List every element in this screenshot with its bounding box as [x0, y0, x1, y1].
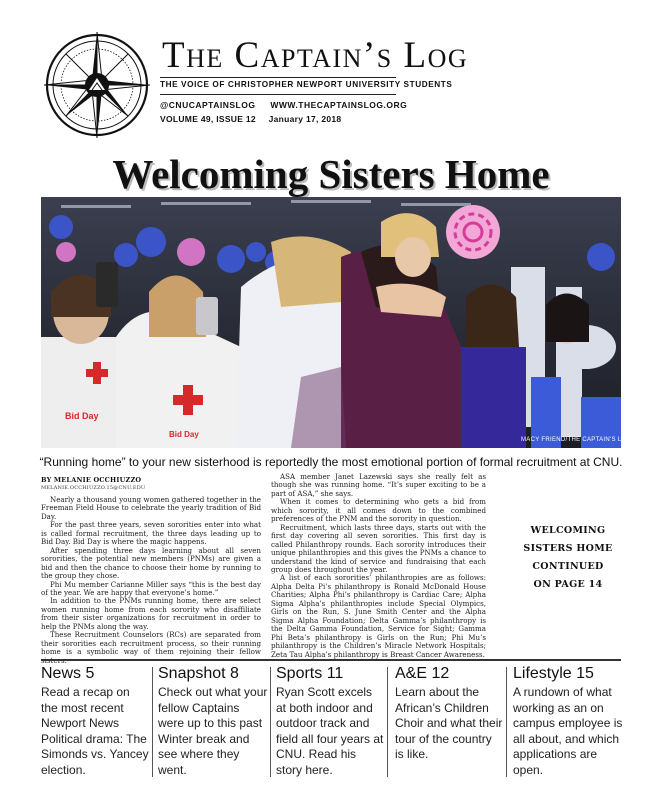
twitter-handle[interactable]: @CNUCAPTAINSLOG [160, 100, 256, 110]
teaser-title: Sports 11 [276, 665, 344, 682]
teaser-divider [152, 667, 153, 777]
teaser-title: Snapshot 8 [158, 665, 239, 682]
teaser-lifestyle[interactable] [513, 665, 625, 778]
headline: Welcoming Sisters Home [112, 151, 550, 197]
article-column-1 [41, 496, 261, 665]
teaser-text: Read a recap on the most recent Newport News Political drama: The Simonds vs. Yancey election. [41, 685, 149, 777]
teaser-text: Learn about the African’s Children Choir and what their tour of the country is like. [395, 685, 503, 761]
masthead-rule [160, 94, 396, 95]
masthead-rule [160, 77, 396, 78]
teaser-divider [506, 667, 507, 777]
shirt-text-left: Bid Day [65, 411, 99, 421]
article-paragraph: These Recruitment Counselors (RCs) are separated from their sororities each recruitment process, so their running home is a symbolic way of them rejoining their fellow [41, 630, 261, 657]
teaser-title: A&E 12 [395, 665, 450, 682]
teaser-text: Ryan Scott excels at both indoor and outdoor track and field all four years at CNU. Read his story here. [276, 685, 384, 777]
article-paragraph: Recruitment, which lasts three days, starts out with the first day covering all seven sororities. This first day is called Philanthropy rounds. Each sorority introduces their unique philanthropies and this gives the PNMs a chance to understand the kind of service and fundraising that each group does throughout the year. [271, 522, 486, 574]
author-email[interactable]: MELANIE.OCCHIUZZO.15@CNU.EDU [41, 485, 146, 491]
article-paragraph: When it comes to determining who gets a bid from which sorority, it all comes down to the combined preferences of the PNM and the sorority in question. [271, 497, 486, 524]
continued-line: WELCOMING [530, 525, 606, 536]
teaser-text: Check out what your fellow Captains were up to this past Winter break and see where they went. [158, 685, 268, 777]
photo-caption: “Running home” to your new sisterhood is reportedly the most emotional portion of formal recruitment at CNU. [39, 455, 623, 469]
teaser-sports[interactable] [276, 665, 384, 778]
article-paragraph: A list of each sororities’ philanthropies are as follows: Alpha Delta Pi’s philanthropy is Ronald McDonald House Charities; Alpha Phi’s philanthropy is Cardiac Care; Alpha Sigma Alpha’s philanthropies include Special Olympics, Girls on the Run, S. June Smith Center and the Alpha Sigma Alpha Foundation; Delta Gamma’s philanthropy is the Delta Gamma Foundation, Service for Sight; Gamma Phi Beta’s philanthropy is Girls on the Run; Phi Mu’s philanthropy is the Children’s Miracle Network Hospitals; Zeta Tau Alpha’s philanthropy is Breast Cancer Awareness. [271, 573, 486, 659]
issue-date: January 17, 2018 [268, 114, 342, 124]
teaser-rule [41, 659, 621, 661]
teaser-title: News 5 [41, 665, 95, 682]
compass-logo [42, 30, 152, 140]
teaser-title: Lifestyle 15 [513, 665, 594, 682]
article-paragraph: For the past three years, seven sororities enter into what is called formal recruitment, the three days leading up to Bid Day. Bid Day is where the magic happens. [41, 520, 261, 547]
masthead-tagline: THE VOICE OF CHRISTOPHER NEWPORT UNIVERSITY STUDENTS [160, 80, 453, 89]
article-paragraph: Nearly a thousand young women gathered together in the Freeman Field House to celebrate the yearly tradition of Bid Day. [41, 495, 261, 521]
masthead-links [160, 100, 419, 110]
issue-info [160, 114, 351, 124]
continued-notice[interactable] [506, 522, 630, 594]
article-byline: BY MELANIE OCCHIUZZO [41, 476, 142, 484]
continued-line: ON PAGE 14 [533, 579, 603, 590]
article-paragraph: ASA member Janet Lazewski says she really felt as though she was running home. “It’s super exciting to be a part of ASA,” she says. [271, 472, 486, 498]
article-paragraph: In addition to the PNMs running home, there are select women running home from each sorority who disaffiliate from their sister organizations for recruitment in order to help the PNMs along the way. [41, 596, 261, 631]
volume-issue: VOLUME 49, ISSUE 12 [160, 114, 256, 124]
continued-line: SISTERS HOME [523, 543, 613, 554]
article-column-2 [271, 473, 486, 659]
teaser-text: A rundown of what working as an on campus employee is all about, and which applications are open. [513, 685, 623, 777]
teaser-divider [387, 667, 388, 777]
teaser-ae[interactable] [395, 665, 503, 763]
website-link[interactable]: WWW.THECAPTAINSLOG.ORG [270, 100, 408, 110]
photo-credit: MACY FRIEND/THE CAPTAIN'S LOG [521, 437, 632, 443]
teaser-divider [270, 667, 271, 777]
teaser-snapshot[interactable] [158, 665, 268, 778]
article-paragraph: After spending three days learning about all seven sororities, the potential new members (PNMs) are given a bid and then the chance to choose their home by running to the group they chose. [41, 545, 261, 581]
article-paragraph: Phi Mu member Carianne Miller says “this is the best day of the year. We are happy that everyone’s home.” [41, 579, 261, 597]
continued-line: CONTINUED [532, 561, 604, 572]
masthead-title-text: The Captain’s Log [162, 35, 469, 76]
teaser-news[interactable] [41, 665, 149, 778]
shirt-text-right: Bid Day [169, 430, 199, 439]
cover-photo [41, 197, 621, 448]
masthead-title [162, 34, 468, 77]
